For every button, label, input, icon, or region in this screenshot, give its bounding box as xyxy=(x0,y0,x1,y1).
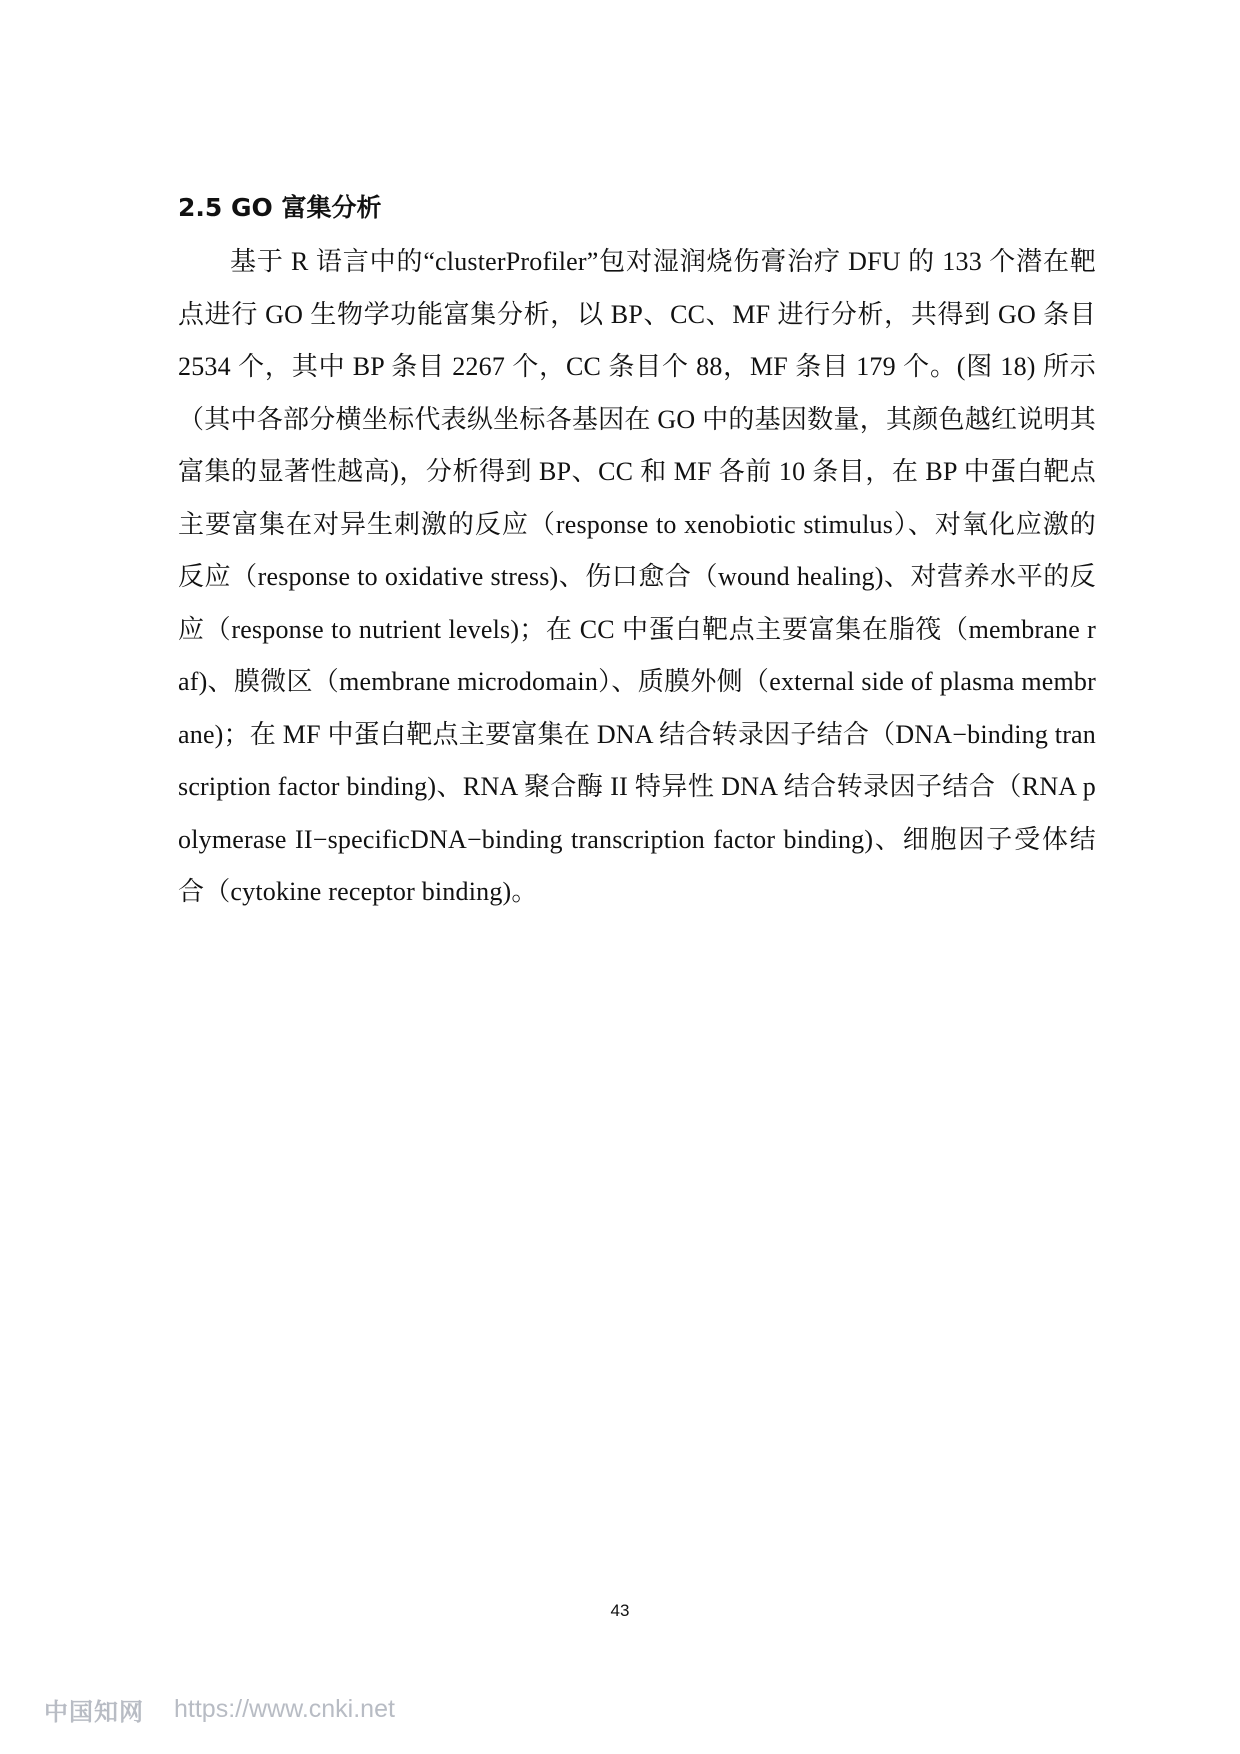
body-paragraph: 基于 R 语言中的“clusterProfiler”包对湿润烧伤膏治疗 DFU 的 133 个潜在靶点进行 GO 生物学功能富集分析，以 BP、CC、MF 进行分析，共得到 GO 条目 2534 个，其中 BP 条目 2267 个，CC 条目个 88，MF 条目 179 个。(图 18) 所示（其中各部分横坐标代表纵坐标各基因在 GO 中的基因数量，其颜色越红说明其富集的显著性越高)，分析得到 BP、CC 和 MF 各前 10 条目，在 BP 中蛋白靶点主要富集在对异生刺激的反应（response to xenobiotic stimulus）、对氧化应激的反应（response to oxidative stress)、伤口愈合（wound healing)、对营养水平的反应（response to nutrient levels)；在 CC 中蛋白靶点主要富集在脂筏（membrane raf)、膜微区（membrane microdomain）、质膜外侧（external side of plasma membrane)；在 MF 中蛋白靶点主要富集在 DNA 结合转录因子结合（DNA−binding transcription factor binding)、RNA 聚合酶 II 特异性 DNA 结合转录因子结合（RNA polymerase II−specificDNA−binding transcription factor binding)、细胞因子受体结合（cytokine receptor binding)。 xyxy=(178,247,1096,906)
page-content xyxy=(178,186,1096,919)
page-number: 43 xyxy=(610,1601,630,1620)
section-heading: 2.5 GO 富集分析 xyxy=(178,193,382,222)
cnki-watermark xyxy=(44,1692,395,1727)
watermark-logo: 中国知网 xyxy=(44,1698,144,1726)
watermark-url: https://www.cnki.net xyxy=(174,1695,395,1723)
